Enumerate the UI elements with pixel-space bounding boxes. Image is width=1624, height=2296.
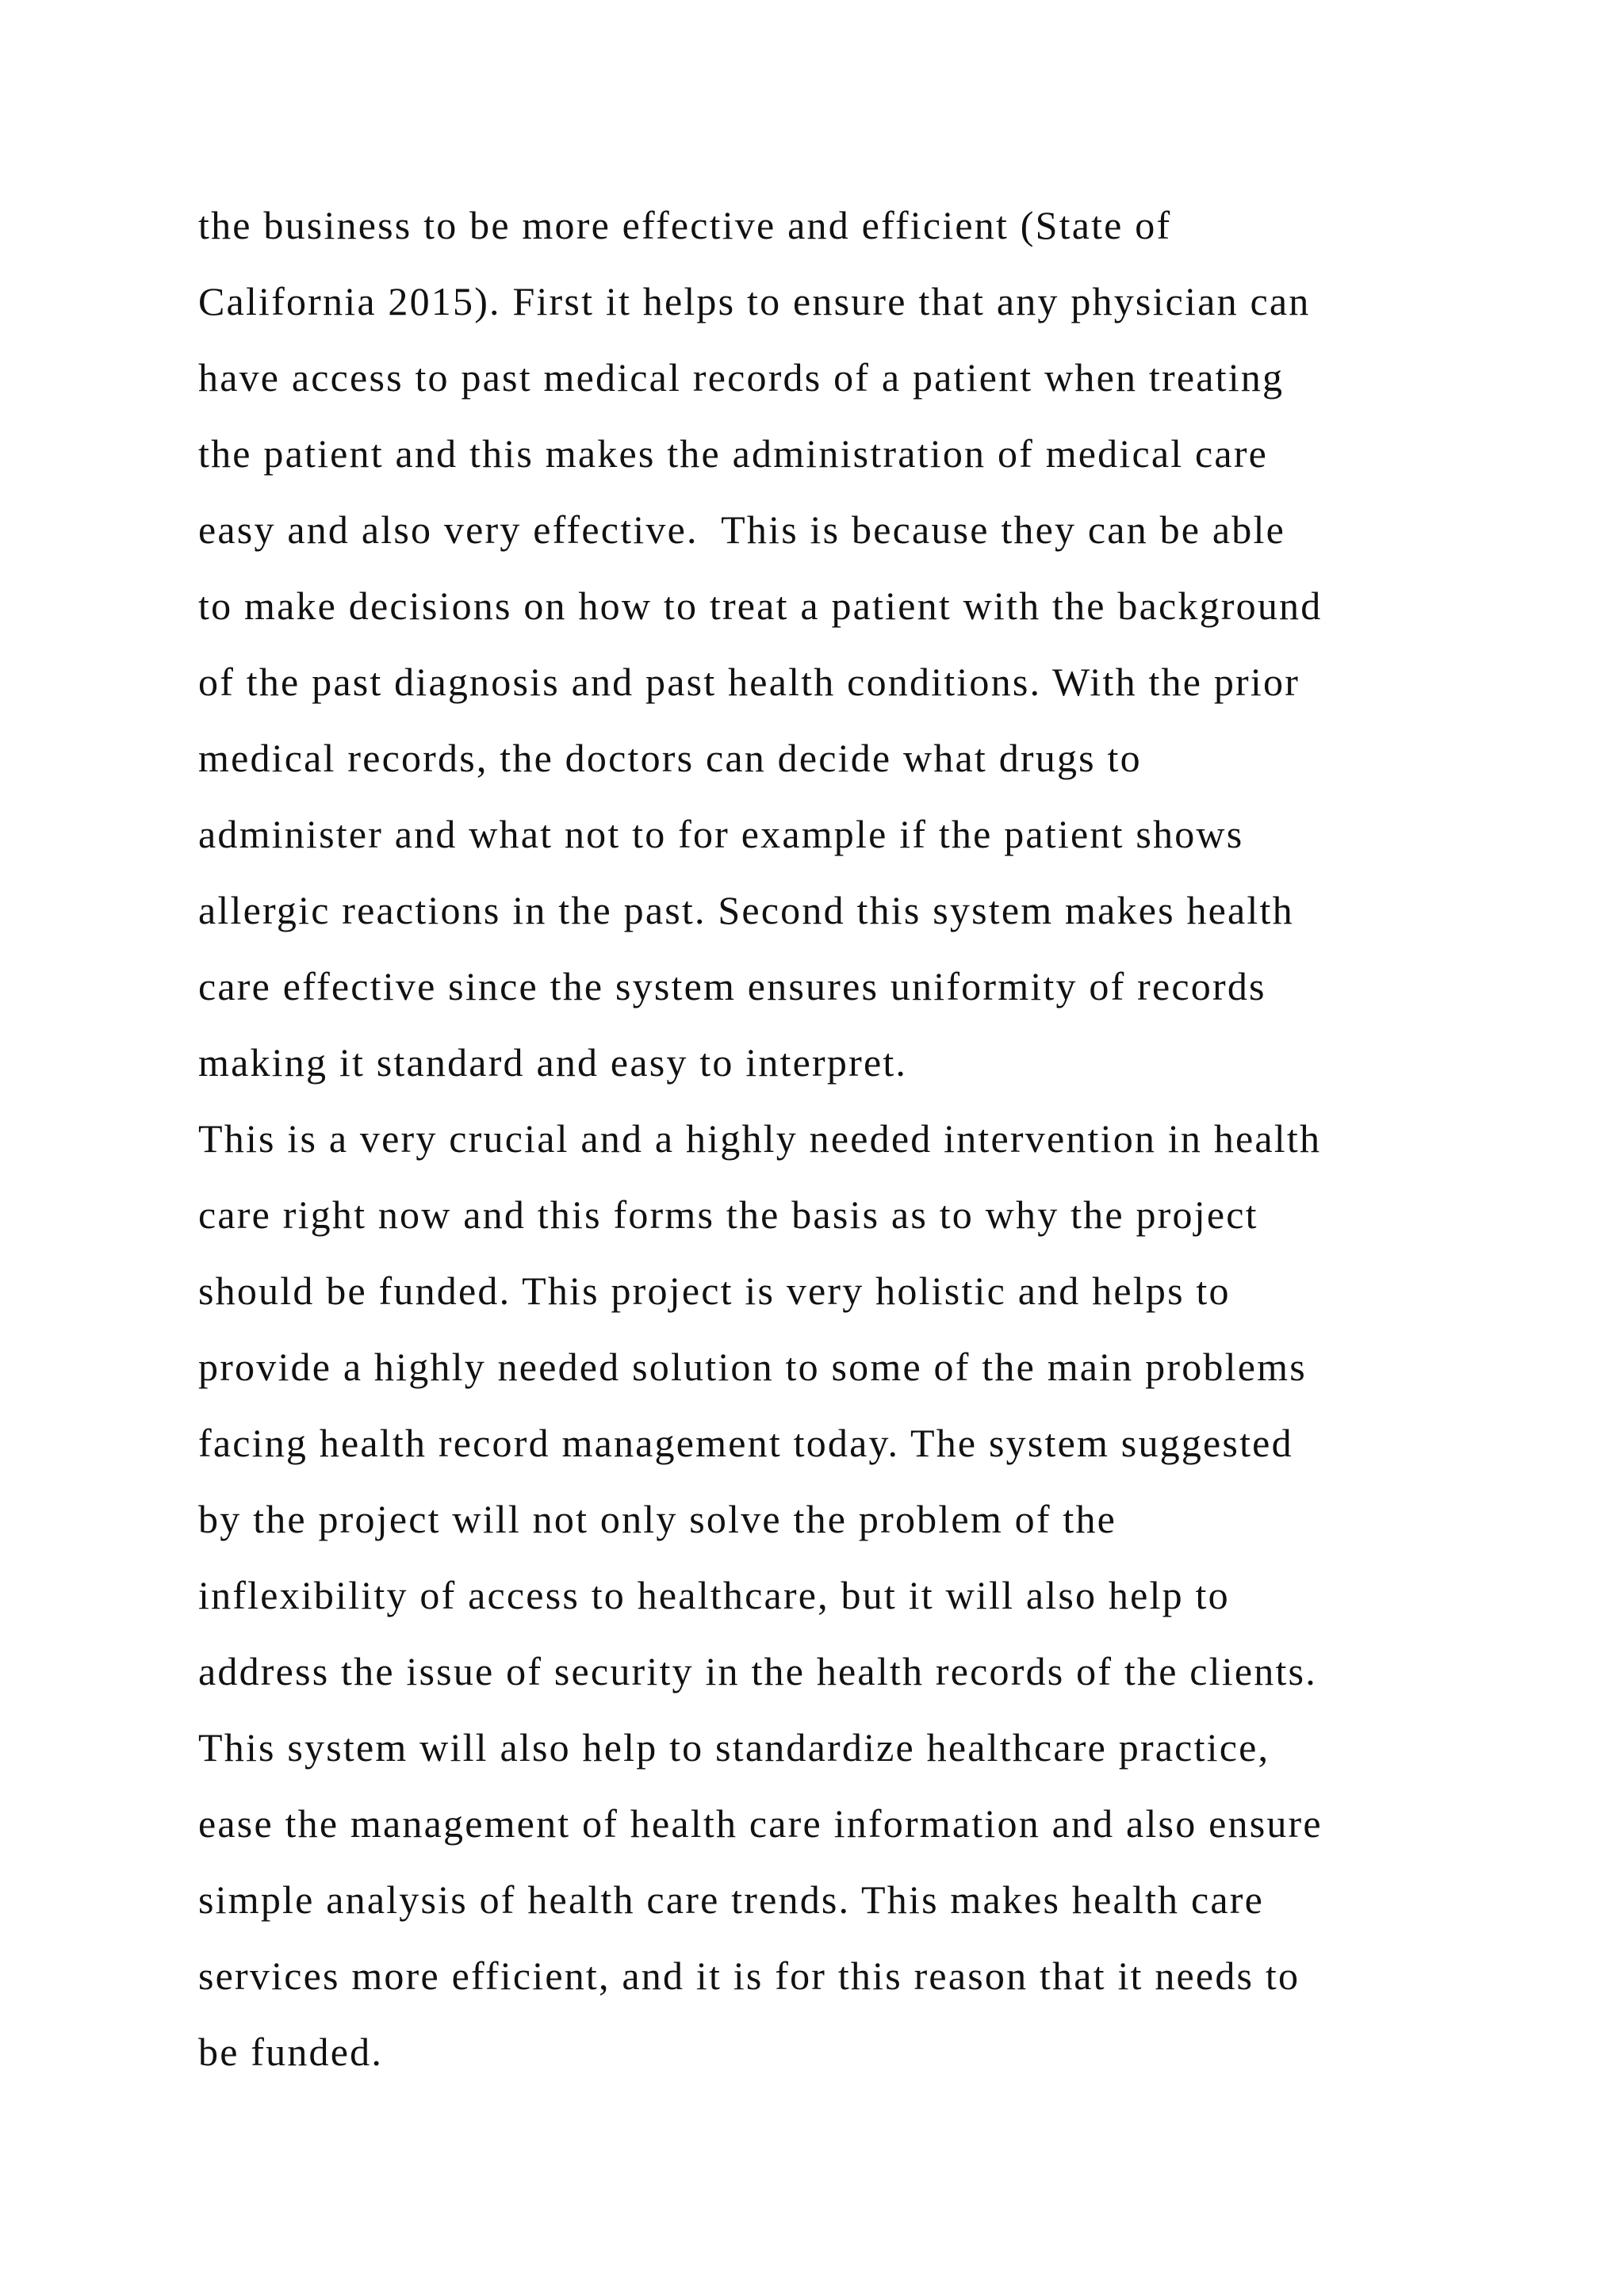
text-line: care right now and this forms the basis as to why the project (198, 1192, 1258, 1237)
text-line: the patient and this makes the administration of medical care (198, 431, 1269, 476)
text-line: provide a highly needed solution to some of the main problems (198, 1345, 1307, 1389)
text-line: This system will also help to standardize healthcare practice, (198, 1725, 1270, 1770)
text-line: inflexibility of access to healthcare, but it will also help to (198, 1573, 1230, 1617)
text-line: easy and also very effective. This is because they can be able (198, 507, 1285, 552)
text-line: have access to past medical records of a patient when treating (198, 355, 1285, 400)
text-line: simple analysis of health care trends. This makes health care (198, 1877, 1264, 1922)
text-line: address the issue of security in the health records of the clients. (198, 1649, 1317, 1693)
text-line: making it standard and easy to interpret. (198, 1040, 908, 1085)
text-line: by the project will not only solve the problem of the (198, 1497, 1117, 1541)
text-line: to make decisions on how to treat a patient with the background (198, 584, 1323, 628)
text-line: services more efficient, and it is for this reason that it needs to (198, 1954, 1300, 1998)
text-line: should be funded. This project is very holistic and helps to (198, 1269, 1231, 1313)
text-line: be funded. (198, 2030, 384, 2074)
text-line: medical records, the doctors can decide what drugs to (198, 736, 1142, 780)
text-line: administer and what not to for example if the patient shows (198, 812, 1244, 856)
text-line: ease the management of health care information and also ensure (198, 1801, 1323, 1846)
text-line: This is a very crucial and a highly needed intervention in health (198, 1116, 1322, 1161)
body-text (198, 187, 1546, 2090)
text-line: facing health record management today. The system suggested (198, 1421, 1293, 1465)
text-line: of the past diagnosis and past health conditions. With the prior (198, 660, 1300, 704)
text-line: care effective since the system ensures uniformity of records (198, 964, 1266, 1008)
text-line: California 2015). First it helps to ensure that any physician can (198, 279, 1311, 323)
text-line: the business to be more effective and efficient (State of (198, 203, 1172, 247)
text-line: allergic reactions in the past. Second this system makes health (198, 888, 1294, 932)
